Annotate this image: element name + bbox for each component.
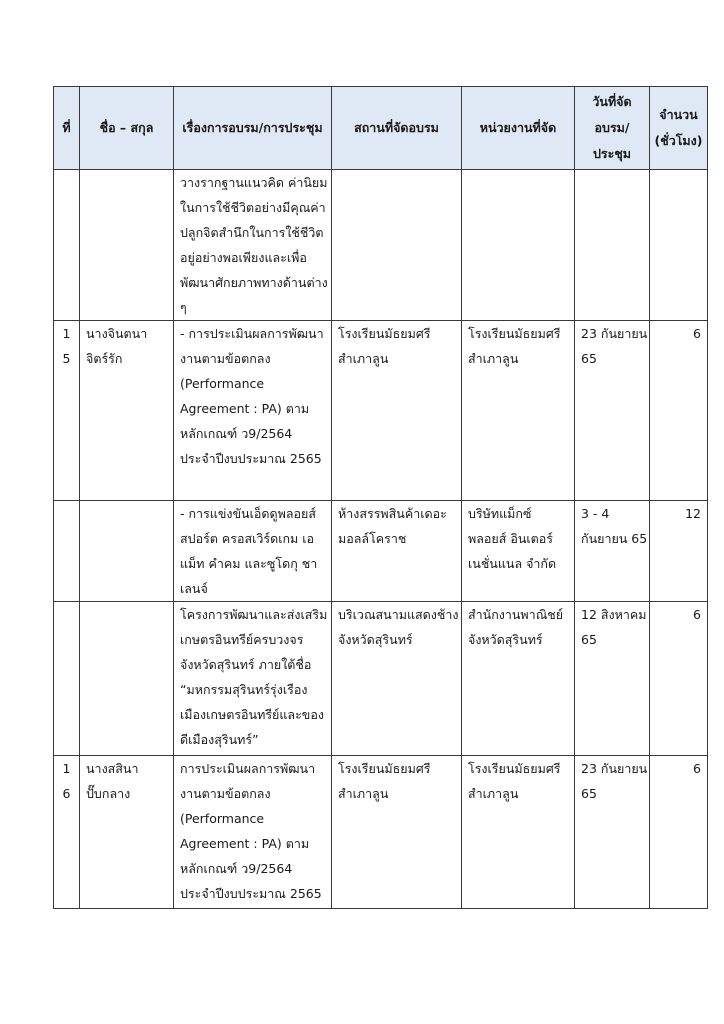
- cell-organizer-line: โรงเรียนมัธยมศรี: [468, 326, 561, 341]
- cell-topic-line: ในการใช้ชีวิตอย่างมีคุณค่า: [180, 200, 326, 215]
- cell-date: [575, 501, 650, 602]
- table-body: [54, 170, 708, 909]
- cell-topic-line: การประเมินผลการพัฒนา: [180, 761, 316, 776]
- cell-name: [80, 501, 174, 602]
- header-hours: [650, 87, 708, 170]
- cell-topic-line: ประจำปีงบประมาณ 2565: [180, 451, 322, 466]
- cell-organizer-line: สำเภาลูน: [468, 351, 519, 366]
- table-header: [54, 87, 708, 170]
- cell-topic-line: ดีเมืองสุรินทร์”: [180, 732, 259, 747]
- header-organizer: หน่วยงานที่จัด: [462, 87, 575, 170]
- cell-name-line: นางสสินา: [86, 761, 139, 776]
- cell-name: [80, 756, 174, 909]
- header-no: ที่: [54, 87, 80, 170]
- cell-name-line: นางจินตนา: [86, 326, 148, 341]
- cell-topic-line: งานตามข้อตกลง: [180, 786, 271, 801]
- cell-date-line: 3 - 4: [581, 506, 610, 521]
- header-date-line: ประชุม: [592, 146, 632, 161]
- cell-no: 15: [54, 321, 80, 501]
- cell-topic-line: ๆ: [180, 300, 187, 315]
- cell-topic-line: หลักเกณฑ์ ว9/2564: [180, 426, 293, 441]
- header-topic: เรื่องการอบรม/การประชุม: [174, 87, 332, 170]
- cell-organizer: [462, 321, 575, 501]
- header-hours-line: จำนวน: [659, 107, 698, 122]
- cell-venue: [332, 321, 462, 501]
- cell-venue-line: โรงเรียนมัธยมศรี: [338, 761, 431, 776]
- cell-topic-line: พัฒนาศักยภาพทางด้านต่าง: [180, 275, 328, 290]
- cell-topic-line: วางรากฐานแนวคิด ค่านิยม: [180, 175, 328, 190]
- cell-venue-line: จังหวัดสุรินทร์: [338, 632, 413, 647]
- cell-topic-line: โครงการพัฒนาและส่งเสริม: [180, 607, 328, 622]
- cell-topic-line: เลนจ์: [180, 581, 208, 596]
- cell-organizer-line: บริษัทแม็กซ์: [468, 506, 532, 521]
- cell-topic-line: แม็ท คำคม และซูโดกุ ชา: [180, 556, 318, 571]
- cell-topic-line: “มหกรรมสุรินทร์รุ่งเรือง: [180, 682, 308, 697]
- cell-organizer-line: สำเภาลูน: [468, 786, 519, 801]
- cell-venue: [332, 756, 462, 909]
- cell-date-line: 65: [581, 786, 597, 801]
- cell-topic-line: สปอร์ต ครอสเวิร์ดเกม เอ: [180, 531, 315, 546]
- header-date-line: อบรม/: [594, 120, 630, 135]
- cell-topic-line: - การประเมินผลการพัฒนา: [180, 326, 324, 341]
- cell-date: [575, 321, 650, 501]
- cell-topic-line: งานตามข้อตกลง: [180, 351, 271, 366]
- cell-topic: [174, 602, 332, 756]
- cell-topic-line: ปลูกจิตสำนึกในการใช้ชีวิต: [180, 225, 324, 240]
- cell-name-line: จิตร์รัก: [86, 351, 123, 366]
- cell-venue-line: มอลล์โคราช: [338, 531, 407, 546]
- cell-no: 16: [54, 756, 80, 909]
- cell-venue-line: บริเวณสนามแสดงช้าง: [338, 607, 459, 622]
- cell-hours: 6: [650, 602, 708, 756]
- cell-name: [80, 602, 174, 756]
- cell-topic: [174, 170, 332, 321]
- cell-topic-line: (Performance: [180, 811, 265, 826]
- cell-venue-line: สำเภาลูน: [338, 786, 389, 801]
- table-row: [54, 321, 708, 501]
- cell-topic-line: Agreement : PA) ตาม: [180, 836, 310, 851]
- cell-topic-line: หลักเกณฑ์ ว9/2564: [180, 861, 293, 876]
- cell-topic: [174, 756, 332, 909]
- cell-organizer-line: โรงเรียนมัธยมศรี: [468, 761, 561, 776]
- cell-organizer-line: จังหวัดสุรินทร์: [468, 632, 543, 647]
- cell-topic-line: เกษตรอินทรีย์ครบวงจร: [180, 632, 304, 647]
- cell-date: [575, 602, 650, 756]
- cell-hours: 6: [650, 321, 708, 501]
- cell-date-line: 65: [581, 351, 597, 366]
- cell-date: [575, 756, 650, 909]
- cell-venue: [332, 501, 462, 602]
- cell-venue: [332, 170, 462, 321]
- header-name: ชื่อ – สกุล: [80, 87, 174, 170]
- cell-venue-line: สำเภาลูน: [338, 351, 389, 366]
- cell-hours: 12: [650, 501, 708, 602]
- cell-organizer-line: พลอยส์ อินเตอร์: [468, 531, 553, 546]
- cell-topic-line: ประจำปีงบประมาณ 2565: [180, 886, 322, 901]
- cell-organizer: [462, 170, 575, 321]
- cell-name: [80, 321, 174, 501]
- table-row: [54, 501, 708, 602]
- cell-topic-line: จังหวัดสุรินทร์ ภายใต้ชื่อ: [180, 657, 312, 672]
- cell-topic: [174, 501, 332, 602]
- cell-venue-line: โรงเรียนมัธยมศรี: [338, 326, 431, 341]
- cell-venue: [332, 602, 462, 756]
- header-venue: สถานที่จัดอบรม: [332, 87, 462, 170]
- table-row: [54, 602, 708, 756]
- header-date: [575, 87, 650, 170]
- cell-date: [575, 170, 650, 321]
- cell-topic-line: เมืองเกษตรอินทรีย์และของ: [180, 707, 324, 722]
- cell-organizer-line: เนชั่นแนล จำกัด: [468, 556, 557, 571]
- cell-no: [54, 170, 80, 321]
- cell-topic-line: - การแข่งขันเอ็ดดูพลอยส์: [180, 506, 316, 521]
- cell-topic-line: Agreement : PA) ตาม: [180, 401, 310, 416]
- cell-name: [80, 170, 174, 321]
- cell-name-line: ปั๊บกลาง: [86, 786, 131, 801]
- cell-organizer-line: สำนักงานพาณิชย์: [468, 607, 564, 622]
- training-record-table: [53, 86, 708, 909]
- header-hours-line: (ชั่วโมง): [654, 133, 703, 148]
- cell-date-line: 65: [581, 632, 597, 647]
- cell-organizer: [462, 756, 575, 909]
- cell-no: [54, 501, 80, 602]
- cell-organizer: [462, 602, 575, 756]
- cell-hours: 6: [650, 756, 708, 909]
- cell-date-line: 23 กันยายน: [581, 761, 648, 776]
- cell-organizer: [462, 501, 575, 602]
- header-date-line: วันที่จัด: [592, 94, 632, 109]
- cell-date-line: 23 กันยายน: [581, 326, 648, 341]
- cell-topic-line: อยู่อย่างพอเพียงและเพื่อ: [180, 250, 307, 265]
- cell-no: [54, 602, 80, 756]
- cell-venue-line: ห้างสรรพสินค้าเดอะ: [338, 506, 447, 521]
- cell-date-line: กันยายน 65: [581, 531, 648, 546]
- table-row: [54, 756, 708, 909]
- cell-date-line: 12 สิงหาคม: [581, 607, 647, 622]
- cell-topic-line: (Performance: [180, 376, 265, 391]
- cell-hours: [650, 170, 708, 321]
- cell-topic: [174, 321, 332, 501]
- table-row: [54, 170, 708, 321]
